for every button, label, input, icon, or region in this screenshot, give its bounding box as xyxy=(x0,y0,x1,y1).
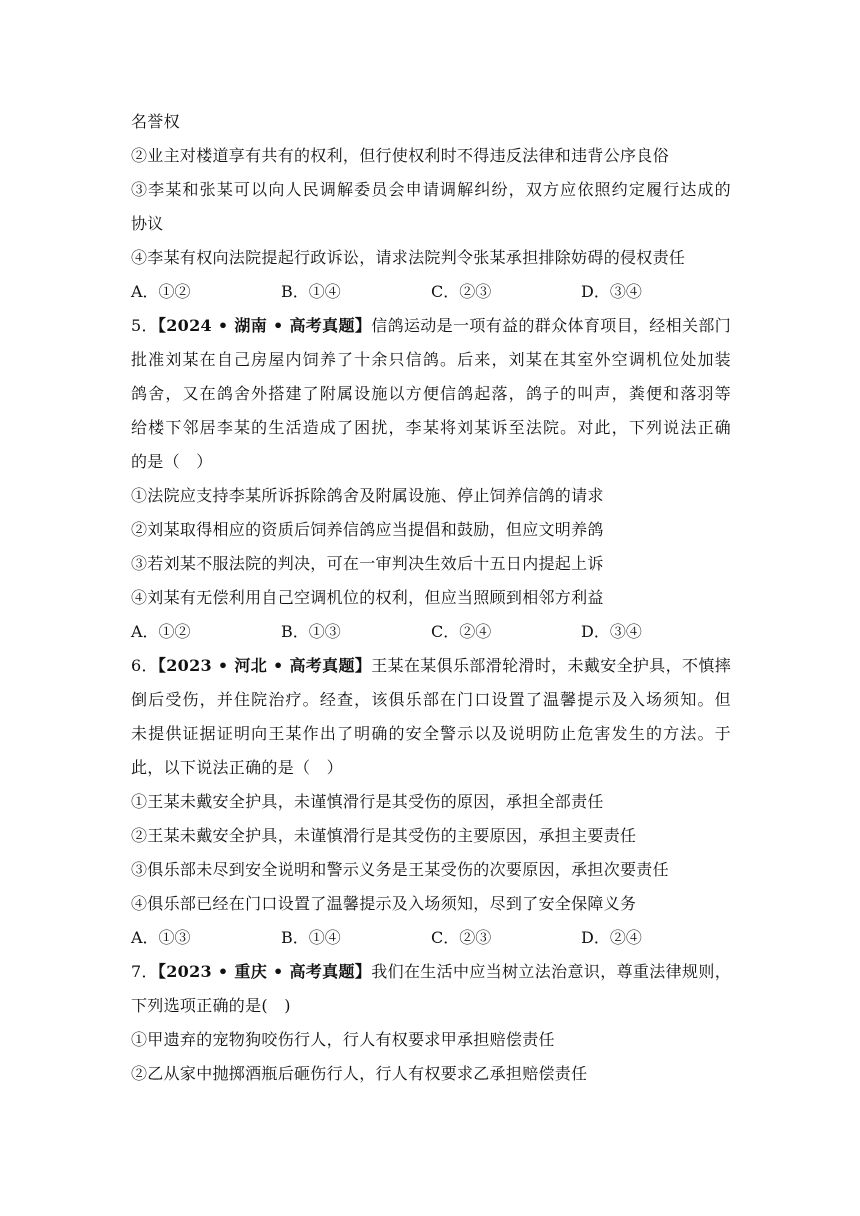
q6-option-d[interactable]: D．②④ xyxy=(581,928,642,947)
q4-option-a[interactable]: A．①② xyxy=(131,282,191,301)
q4-options xyxy=(131,275,731,309)
q5-option-d[interactable]: D．③④ xyxy=(581,622,642,641)
q4-option-c[interactable]: C．②③ xyxy=(431,282,492,301)
q5-stem-line-3: 鸽舍，又在鸽舍外搭建了附属设施以方便信鸽起落，鸽子的叫声，粪便和落羽等 xyxy=(131,384,731,403)
q4-continuation-line: 名誉权 xyxy=(131,112,180,131)
q7-stem-line-2: 下列选项正确的是( ) xyxy=(131,996,291,1015)
q6-item-2: ②王某未戴安全护具，未谨慎滑行是其受伤的主要原因，承担主要责任 xyxy=(131,826,637,845)
q5-option-a[interactable]: A．①② xyxy=(131,622,191,641)
q5-stem-line-4: 给楼下邻居李某的生活造成了困扰，李某将刘某诉至法院。对此，下列说法正确 xyxy=(131,418,731,437)
document-page xyxy=(131,105,731,1091)
q4-item-3: ③李某和张某可以向人民调解委员会申请调解纠纷，双方应依照约定履行达成的 xyxy=(131,180,731,199)
q6-item-3: ③俱乐部未尽到安全说明和警示义务是王某受伤的次要原因，承担次要责任 xyxy=(131,860,669,879)
q7-source-tag: 【2023 • 重庆 • 高考真题】 xyxy=(157,962,372,981)
q5-number: 5． xyxy=(131,316,158,335)
q5-option-c[interactable]: C．②④ xyxy=(431,622,492,641)
q5-stem-text: 信鸽运动是一项有益的群众体育项目，经相关部门 xyxy=(371,316,731,335)
q5-source-tag: 【2024 • 湖南 • 高考真题】 xyxy=(157,316,372,335)
q5-stem-line-1 xyxy=(131,309,731,343)
q6-stem-text: 王某在某俱乐部滑轮滑时，未戴安全护具，不慎摔 xyxy=(371,656,731,675)
q4-item-2: ②业主对楼道享有共有的权利，但行使权利时不得违反法律和违背公序良俗 xyxy=(131,146,669,165)
q6-option-a[interactable]: A．①③ xyxy=(131,928,191,947)
q5-item-1: ①法院应支持李某所诉拆除鸽舍及附属设施、停止饲养信鸽的请求 xyxy=(131,486,604,505)
q6-item-4: ④俱乐部已经在门口设置了温馨提示及入场须知，尽到了安全保障义务 xyxy=(131,894,637,913)
q7-item-2: ②乙从家中抛掷酒瓶后砸伤行人，行人有权要求乙承担赔偿责任 xyxy=(131,1064,588,1083)
q6-stem-line-1 xyxy=(131,649,731,683)
q5-item-4: ④刘某有无偿利用自己空调机位的权利，但应当照顾到相邻方利益 xyxy=(131,588,604,607)
q4-option-d[interactable]: D．③④ xyxy=(581,282,642,301)
q6-option-b[interactable]: B．①④ xyxy=(281,928,341,947)
q6-option-c[interactable]: C．②③ xyxy=(431,928,492,947)
q5-stem-line-5: 的是（ ） xyxy=(131,452,213,471)
q4-item-3-cont: 协议 xyxy=(131,214,164,233)
q6-options xyxy=(131,921,731,955)
q6-stem-line-3: 未提供证据证明向王某作出了明确的安全警示以及说明防止危害发生的方法。于 xyxy=(131,724,731,743)
q6-stem-line-4: 此，以下说法正确的是（ ） xyxy=(131,758,343,777)
q4-option-b[interactable]: B．①④ xyxy=(281,282,341,301)
q6-number: 6． xyxy=(131,656,158,675)
q6-stem-line-2: 倒后受伤，并住院治疗。经查，该俱乐部在门口设置了温馨提示及入场须知。但 xyxy=(131,690,731,709)
q7-stem-text: 我们在生活中应当树立法治意识，尊重法律规则， xyxy=(371,962,731,981)
q7-number: 7． xyxy=(131,962,158,981)
q5-options xyxy=(131,615,731,649)
q4-item-4: ④李某有权向法院提起行政诉讼，请求法院判令张某承担排除妨碍的侵权责任 xyxy=(131,248,686,267)
q5-option-b[interactable]: B．①③ xyxy=(281,622,341,641)
q5-item-2: ②刘某取得相应的资质后饲养信鸽应当提倡和鼓励，但应文明养鸽 xyxy=(131,520,604,539)
q5-item-3: ③若刘某不服法院的判决，可在一审判决生效后十五日内提起上诉 xyxy=(131,554,604,573)
q5-stem-line-2: 批准刘某在自己房屋内饲养了十余只信鸽。后来，刘某在其室外空调机位处加装 xyxy=(131,350,731,369)
q7-item-1: ①甲遗弃的宠物狗咬伤行人，行人有权要求甲承担赔偿责任 xyxy=(131,1030,555,1049)
q7-stem-line-1 xyxy=(131,955,731,989)
q6-item-1: ①王某未戴安全护具，未谨慎滑行是其受伤的原因，承担全部责任 xyxy=(131,792,604,811)
q6-source-tag: 【2023 • 河北 • 高考真题】 xyxy=(157,656,372,675)
